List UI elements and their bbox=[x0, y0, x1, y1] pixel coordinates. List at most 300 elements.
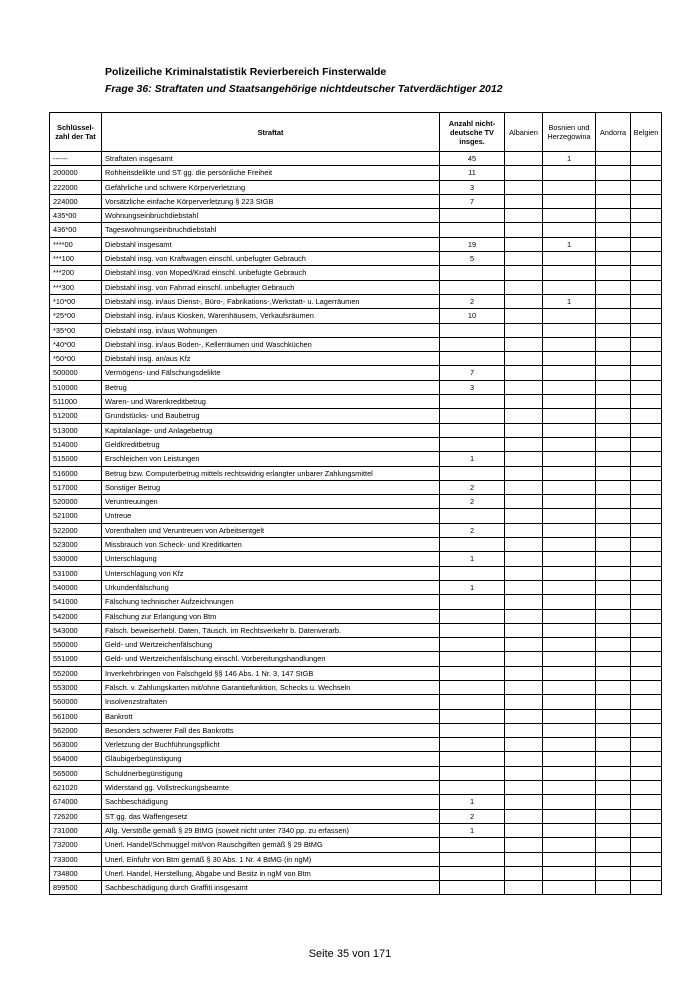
offense-cell: Gefährliche und schwere Körperverletzung bbox=[102, 180, 440, 194]
belgien-cell bbox=[631, 337, 662, 351]
total-cell: 2 bbox=[440, 495, 505, 509]
belgien-cell bbox=[631, 309, 662, 323]
total-cell bbox=[440, 852, 505, 866]
table-row bbox=[50, 652, 662, 666]
bosnien-cell bbox=[543, 423, 596, 437]
belgien-cell bbox=[631, 766, 662, 780]
key-cell: 516000 bbox=[50, 466, 102, 480]
belgien-cell bbox=[631, 380, 662, 394]
total-cell: 3 bbox=[440, 380, 505, 394]
key-cell: 542000 bbox=[50, 609, 102, 623]
andorra-cell bbox=[596, 309, 631, 323]
offense-cell: Veruntreuungen bbox=[102, 495, 440, 509]
column-header-albanien: Albanien bbox=[505, 113, 543, 152]
albanien-cell bbox=[505, 352, 543, 366]
column-header-bosnien: Bosnien und Herzegowina bbox=[543, 113, 596, 152]
key-cell: 731000 bbox=[50, 823, 102, 837]
total-cell bbox=[440, 409, 505, 423]
belgien-cell bbox=[631, 823, 662, 837]
offense-cell: Diebstahl insg. an/aus Kfz bbox=[102, 352, 440, 366]
total-cell: 2 bbox=[440, 809, 505, 823]
key-cell: 540000 bbox=[50, 580, 102, 594]
offense-cell: Grundstücks- und Baubetrug bbox=[102, 409, 440, 423]
table-row bbox=[50, 723, 662, 737]
albanien-cell bbox=[505, 709, 543, 723]
andorra-cell bbox=[596, 294, 631, 308]
andorra-cell bbox=[596, 881, 631, 895]
albanien-cell bbox=[505, 480, 543, 494]
offense-cell: Geldkreditbetrug bbox=[102, 437, 440, 451]
key-cell: 564000 bbox=[50, 752, 102, 766]
table-row bbox=[50, 294, 662, 308]
andorra-cell bbox=[596, 595, 631, 609]
key-cell: 551000 bbox=[50, 652, 102, 666]
bosnien-cell bbox=[543, 723, 596, 737]
bosnien-cell bbox=[543, 323, 596, 337]
bosnien-cell bbox=[543, 409, 596, 423]
offense-cell: Wohnungseinbruchdiebstahl bbox=[102, 209, 440, 223]
key-cell: 511000 bbox=[50, 395, 102, 409]
albanien-cell bbox=[505, 509, 543, 523]
table-row bbox=[50, 709, 662, 723]
albanien-cell bbox=[505, 237, 543, 251]
table-row bbox=[50, 766, 662, 780]
belgien-cell bbox=[631, 395, 662, 409]
albanien-cell bbox=[505, 838, 543, 852]
belgien-cell bbox=[631, 466, 662, 480]
offense-cell: Insolvenzstraftaten bbox=[102, 695, 440, 709]
column-header-belgien: Belgien bbox=[631, 113, 662, 152]
albanien-cell bbox=[505, 623, 543, 637]
andorra-cell bbox=[596, 237, 631, 251]
offense-cell: Vermögens- und Fälschungsdelikte bbox=[102, 366, 440, 380]
andorra-cell bbox=[596, 166, 631, 180]
key-cell: 733000 bbox=[50, 852, 102, 866]
total-cell bbox=[440, 509, 505, 523]
albanien-cell bbox=[505, 523, 543, 537]
table-row bbox=[50, 695, 662, 709]
total-cell bbox=[440, 723, 505, 737]
offense-cell: Missbrauch von Scheck- und Kreditkarten bbox=[102, 538, 440, 552]
belgien-cell bbox=[631, 280, 662, 294]
bosnien-cell bbox=[543, 337, 596, 351]
table-row bbox=[50, 352, 662, 366]
total-cell bbox=[440, 866, 505, 880]
albanien-cell bbox=[505, 738, 543, 752]
bosnien-cell bbox=[543, 680, 596, 694]
table-header-row bbox=[50, 113, 662, 152]
albanien-cell bbox=[505, 366, 543, 380]
table-row bbox=[50, 866, 662, 880]
albanien-cell bbox=[505, 580, 543, 594]
key-cell: 510000 bbox=[50, 380, 102, 394]
belgien-cell bbox=[631, 752, 662, 766]
table-row bbox=[50, 209, 662, 223]
belgien-cell bbox=[631, 495, 662, 509]
bosnien-cell bbox=[543, 809, 596, 823]
key-cell: 436*00 bbox=[50, 223, 102, 237]
total-cell bbox=[440, 566, 505, 580]
table-row bbox=[50, 466, 662, 480]
andorra-cell bbox=[596, 852, 631, 866]
belgien-cell bbox=[631, 795, 662, 809]
andorra-cell bbox=[596, 638, 631, 652]
bosnien-cell bbox=[543, 538, 596, 552]
total-cell: 1 bbox=[440, 795, 505, 809]
offense-cell: Geld- und Wertzeichenfälschung einschl. Vorbereitungshandlungen bbox=[102, 652, 440, 666]
total-cell bbox=[440, 609, 505, 623]
offense-cell: Vorsätzliche einfache Körperverletzung § 223 StGB bbox=[102, 194, 440, 208]
offense-cell: Allg. Verstöße gemäß § 29 BtMG (soweit nicht unter 7340 pp. zu erfassen) bbox=[102, 823, 440, 837]
table-row bbox=[50, 252, 662, 266]
table-row bbox=[50, 437, 662, 451]
belgien-cell bbox=[631, 209, 662, 223]
belgien-cell bbox=[631, 809, 662, 823]
albanien-cell bbox=[505, 809, 543, 823]
offense-cell: Unterschlagung von Kfz bbox=[102, 566, 440, 580]
offense-cell: Untreue bbox=[102, 509, 440, 523]
belgien-cell bbox=[631, 352, 662, 366]
belgien-cell bbox=[631, 409, 662, 423]
albanien-cell bbox=[505, 294, 543, 308]
statistics-table bbox=[49, 112, 662, 895]
offense-cell: Rohheitsdelikte und ST gg. die persönliche Freiheit bbox=[102, 166, 440, 180]
albanien-cell bbox=[505, 380, 543, 394]
key-cell: ****00 bbox=[50, 237, 102, 251]
belgien-cell bbox=[631, 709, 662, 723]
albanien-cell bbox=[505, 795, 543, 809]
albanien-cell bbox=[505, 466, 543, 480]
albanien-cell bbox=[505, 194, 543, 208]
table-row bbox=[50, 795, 662, 809]
belgien-cell bbox=[631, 738, 662, 752]
offense-cell: Betrug bbox=[102, 380, 440, 394]
andorra-cell bbox=[596, 437, 631, 451]
andorra-cell bbox=[596, 209, 631, 223]
bosnien-cell bbox=[543, 437, 596, 451]
table-row bbox=[50, 337, 662, 351]
andorra-cell bbox=[596, 323, 631, 337]
bosnien-cell bbox=[543, 523, 596, 537]
albanien-cell bbox=[505, 280, 543, 294]
offense-cell: Urkundenfälschung bbox=[102, 580, 440, 594]
total-cell bbox=[440, 337, 505, 351]
albanien-cell bbox=[505, 323, 543, 337]
bosnien-cell bbox=[543, 881, 596, 895]
andorra-cell bbox=[596, 194, 631, 208]
offense-cell: Fälsch. beweiserhebl. Daten, Täusch. im Rechtsverkehr b. Datenverarb. bbox=[102, 623, 440, 637]
bosnien-cell bbox=[543, 766, 596, 780]
bosnien-cell bbox=[543, 180, 596, 194]
bosnien-cell bbox=[543, 652, 596, 666]
total-cell: 10 bbox=[440, 309, 505, 323]
albanien-cell bbox=[505, 666, 543, 680]
andorra-cell bbox=[596, 409, 631, 423]
belgien-cell bbox=[631, 166, 662, 180]
albanien-cell bbox=[505, 680, 543, 694]
key-cell: 899500 bbox=[50, 881, 102, 895]
andorra-cell bbox=[596, 781, 631, 795]
albanien-cell bbox=[505, 423, 543, 437]
bosnien-cell bbox=[543, 495, 596, 509]
table-row bbox=[50, 280, 662, 294]
key-cell: 520000 bbox=[50, 495, 102, 509]
albanien-cell bbox=[505, 781, 543, 795]
total-cell: 2 bbox=[440, 523, 505, 537]
offense-cell: Sachbeschädigung durch Graffiti insgesamt bbox=[102, 881, 440, 895]
albanien-cell bbox=[505, 766, 543, 780]
column-header-offense: Straftat bbox=[102, 113, 440, 152]
key-cell: 512000 bbox=[50, 409, 102, 423]
andorra-cell bbox=[596, 695, 631, 709]
total-cell: 3 bbox=[440, 180, 505, 194]
total-cell bbox=[440, 766, 505, 780]
bosnien-cell bbox=[543, 852, 596, 866]
key-cell: 224000 bbox=[50, 194, 102, 208]
key-cell: 513000 bbox=[50, 423, 102, 437]
belgien-cell bbox=[631, 866, 662, 880]
belgien-cell bbox=[631, 566, 662, 580]
belgien-cell bbox=[631, 881, 662, 895]
key-cell: 521000 bbox=[50, 509, 102, 523]
albanien-cell bbox=[505, 452, 543, 466]
offense-cell: Bankrott bbox=[102, 709, 440, 723]
key-cell: 543000 bbox=[50, 623, 102, 637]
offense-cell: Fälschung technischer Aufzeichnungen bbox=[102, 595, 440, 609]
offense-cell: Diebstahl insg. von Fahrrad einschl. unbefugter Gebrauch bbox=[102, 280, 440, 294]
bosnien-cell bbox=[543, 695, 596, 709]
total-cell: 1 bbox=[440, 580, 505, 594]
key-cell: 562000 bbox=[50, 723, 102, 737]
table-row bbox=[50, 752, 662, 766]
andorra-cell bbox=[596, 538, 631, 552]
total-cell bbox=[440, 423, 505, 437]
belgien-cell bbox=[631, 152, 662, 166]
albanien-cell bbox=[505, 152, 543, 166]
table-row bbox=[50, 480, 662, 494]
key-cell: 552000 bbox=[50, 666, 102, 680]
belgien-cell bbox=[631, 609, 662, 623]
offense-cell: Waren- und Warenkreditbetrug bbox=[102, 395, 440, 409]
offense-cell: Sachbeschädigung bbox=[102, 795, 440, 809]
key-cell: 560000 bbox=[50, 695, 102, 709]
offense-cell: Sonstiger Betrug bbox=[102, 480, 440, 494]
table-row bbox=[50, 323, 662, 337]
table-row bbox=[50, 609, 662, 623]
andorra-cell bbox=[596, 709, 631, 723]
total-cell bbox=[440, 623, 505, 637]
albanien-cell bbox=[505, 652, 543, 666]
table-row bbox=[50, 380, 662, 394]
albanien-cell bbox=[505, 437, 543, 451]
table-row bbox=[50, 166, 662, 180]
bosnien-cell bbox=[543, 609, 596, 623]
albanien-cell bbox=[505, 495, 543, 509]
key-cell: ***200 bbox=[50, 266, 102, 280]
belgien-cell bbox=[631, 294, 662, 308]
table-row bbox=[50, 881, 662, 895]
belgien-cell bbox=[631, 680, 662, 694]
albanien-cell bbox=[505, 695, 543, 709]
bosnien-cell bbox=[543, 752, 596, 766]
andorra-cell bbox=[596, 809, 631, 823]
andorra-cell bbox=[596, 466, 631, 480]
belgien-cell bbox=[631, 437, 662, 451]
andorra-cell bbox=[596, 580, 631, 594]
andorra-cell bbox=[596, 566, 631, 580]
total-cell: 45 bbox=[440, 152, 505, 166]
andorra-cell bbox=[596, 666, 631, 680]
albanien-cell bbox=[505, 595, 543, 609]
bosnien-cell: 1 bbox=[543, 152, 596, 166]
bosnien-cell bbox=[543, 309, 596, 323]
albanien-cell bbox=[505, 881, 543, 895]
total-cell: 2 bbox=[440, 480, 505, 494]
bosnien-cell bbox=[543, 466, 596, 480]
belgien-cell bbox=[631, 194, 662, 208]
andorra-cell bbox=[596, 252, 631, 266]
table-row bbox=[50, 180, 662, 194]
andorra-cell bbox=[596, 152, 631, 166]
offense-cell: Diebstahl insg. in/aus Wohnungen bbox=[102, 323, 440, 337]
key-cell: 621020 bbox=[50, 781, 102, 795]
key-cell: 500000 bbox=[50, 366, 102, 380]
total-cell bbox=[440, 781, 505, 795]
table-row bbox=[50, 395, 662, 409]
andorra-cell bbox=[596, 866, 631, 880]
albanien-cell bbox=[505, 309, 543, 323]
bosnien-cell bbox=[543, 738, 596, 752]
bosnien-cell bbox=[543, 194, 596, 208]
page-number: Seite 35 von 171 bbox=[308, 948, 392, 960]
albanien-cell bbox=[505, 866, 543, 880]
albanien-cell bbox=[505, 337, 543, 351]
table-row bbox=[50, 680, 662, 694]
table-row bbox=[50, 237, 662, 251]
key-cell: *40*00 bbox=[50, 337, 102, 351]
albanien-cell bbox=[505, 552, 543, 566]
key-cell: 514000 bbox=[50, 437, 102, 451]
table-row bbox=[50, 552, 662, 566]
total-cell bbox=[440, 695, 505, 709]
total-cell bbox=[440, 752, 505, 766]
andorra-cell bbox=[596, 280, 631, 294]
andorra-cell bbox=[596, 395, 631, 409]
total-cell bbox=[440, 280, 505, 294]
table-row bbox=[50, 638, 662, 652]
table-row bbox=[50, 538, 662, 552]
bosnien-cell bbox=[543, 595, 596, 609]
key-cell: 674000 bbox=[50, 795, 102, 809]
key-cell: 550000 bbox=[50, 638, 102, 652]
total-cell bbox=[440, 395, 505, 409]
belgien-cell bbox=[631, 452, 662, 466]
key-cell: 200000 bbox=[50, 166, 102, 180]
andorra-cell bbox=[596, 795, 631, 809]
table-row bbox=[50, 580, 662, 594]
andorra-cell bbox=[596, 652, 631, 666]
bosnien-cell: 1 bbox=[543, 294, 596, 308]
key-cell: *50*00 bbox=[50, 352, 102, 366]
total-cell: 1 bbox=[440, 452, 505, 466]
total-cell bbox=[440, 209, 505, 223]
belgien-cell bbox=[631, 723, 662, 737]
offense-cell: Erschleichen von Leistungen bbox=[102, 452, 440, 466]
table-row bbox=[50, 809, 662, 823]
offense-cell: Tageswohnungseinbruchdiebstahl bbox=[102, 223, 440, 237]
albanien-cell bbox=[505, 538, 543, 552]
andorra-cell bbox=[596, 495, 631, 509]
key-cell: *25*00 bbox=[50, 309, 102, 323]
belgien-cell bbox=[631, 838, 662, 852]
andorra-cell bbox=[596, 738, 631, 752]
offense-cell: Widerstand gg. Vollstreckungsbeamte bbox=[102, 781, 440, 795]
total-cell: 19 bbox=[440, 237, 505, 251]
bosnien-cell bbox=[543, 781, 596, 795]
total-cell bbox=[440, 680, 505, 694]
offense-cell: Besonders schwerer Fall des Bankrotts bbox=[102, 723, 440, 737]
total-cell: 1 bbox=[440, 552, 505, 566]
bosnien-cell bbox=[543, 666, 596, 680]
offense-cell: Kapitalanlage- und Anlagebetrug bbox=[102, 423, 440, 437]
belgien-cell bbox=[631, 852, 662, 866]
bosnien-cell bbox=[543, 838, 596, 852]
table-row bbox=[50, 838, 662, 852]
table-row bbox=[50, 409, 662, 423]
belgien-cell bbox=[631, 223, 662, 237]
total-cell bbox=[440, 538, 505, 552]
key-cell: 732000 bbox=[50, 838, 102, 852]
andorra-cell bbox=[596, 180, 631, 194]
total-cell bbox=[440, 266, 505, 280]
andorra-cell bbox=[596, 509, 631, 523]
key-cell: 517000 bbox=[50, 480, 102, 494]
albanien-cell bbox=[505, 752, 543, 766]
total-cell bbox=[440, 352, 505, 366]
andorra-cell bbox=[596, 838, 631, 852]
table-row bbox=[50, 152, 662, 166]
key-cell: 222000 bbox=[50, 180, 102, 194]
andorra-cell bbox=[596, 380, 631, 394]
offense-cell: Unerl. Handel/Schmuggel mit/von Rauschgiften gemäß § 29 BtMG bbox=[102, 838, 440, 852]
albanien-cell bbox=[505, 409, 543, 423]
total-cell bbox=[440, 709, 505, 723]
belgien-cell bbox=[631, 666, 662, 680]
document-title: Polizeiliche Kriminalstatistik Revierbereich Finsterwalde bbox=[105, 66, 387, 78]
belgien-cell bbox=[631, 652, 662, 666]
belgien-cell bbox=[631, 423, 662, 437]
belgien-cell bbox=[631, 366, 662, 380]
column-header-andorra: Andorra bbox=[596, 113, 631, 152]
key-cell: 523000 bbox=[50, 538, 102, 552]
key-cell: *35*00 bbox=[50, 323, 102, 337]
table-row bbox=[50, 595, 662, 609]
key-cell: 435*00 bbox=[50, 209, 102, 223]
bosnien-cell bbox=[543, 395, 596, 409]
total-cell: 1 bbox=[440, 823, 505, 837]
column-header-total: Anzahl nicht-deutsche TV insges. bbox=[440, 113, 505, 152]
andorra-cell bbox=[596, 337, 631, 351]
belgien-cell bbox=[631, 538, 662, 552]
total-cell bbox=[440, 838, 505, 852]
albanien-cell bbox=[505, 395, 543, 409]
table-body bbox=[50, 152, 662, 895]
key-cell: *10*00 bbox=[50, 294, 102, 308]
offense-cell: Vorenthalten und Veruntreuen von Arbeitsentgelt bbox=[102, 523, 440, 537]
total-cell bbox=[440, 738, 505, 752]
table-row bbox=[50, 366, 662, 380]
bosnien-cell bbox=[543, 580, 596, 594]
